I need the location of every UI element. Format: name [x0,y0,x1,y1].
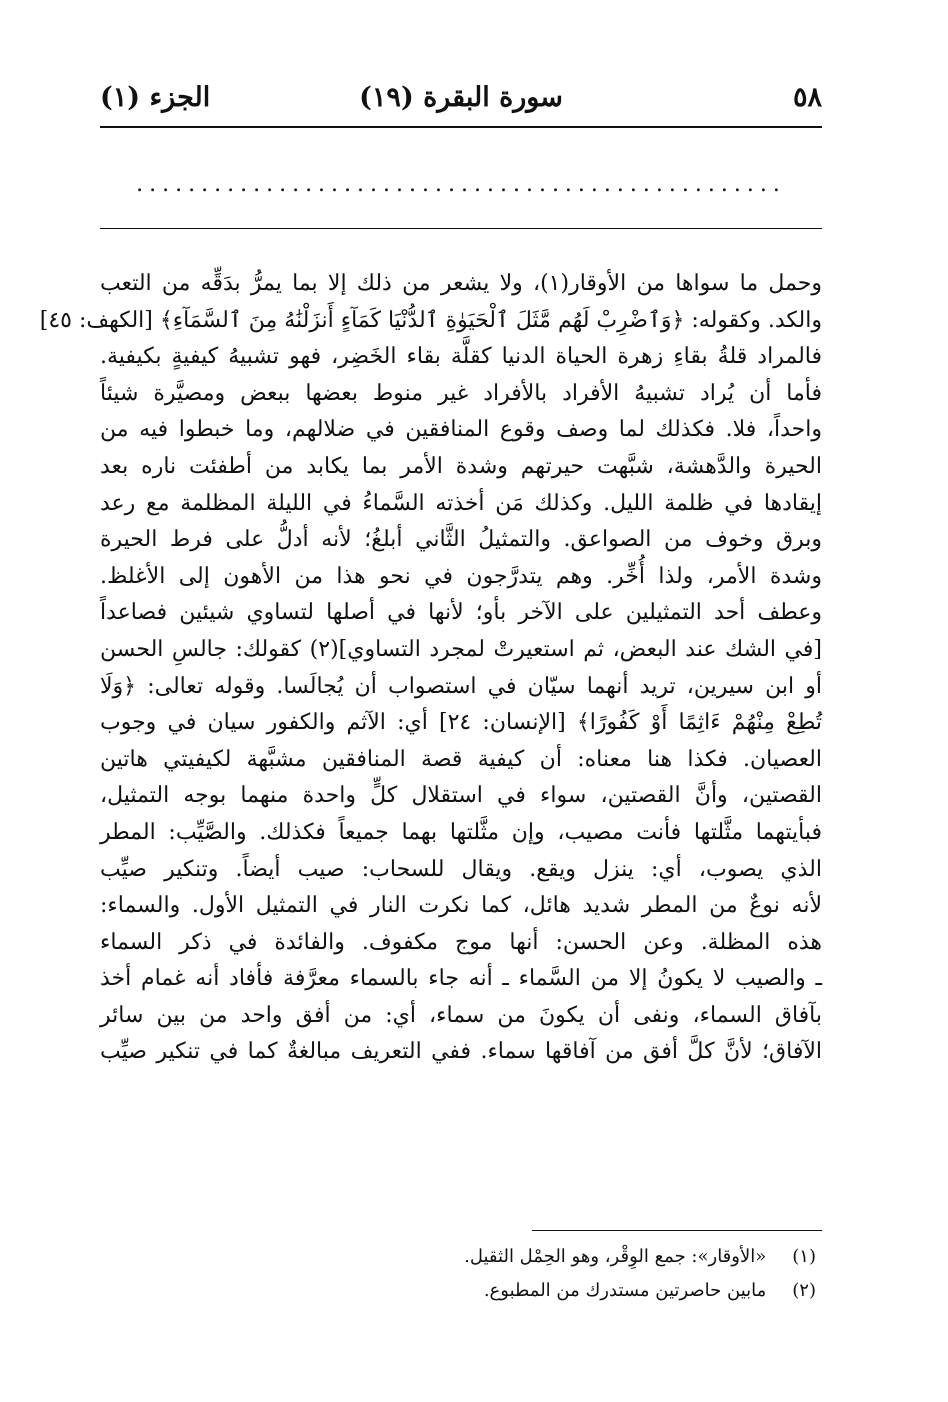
footnote-text: «الأوقار»: جمع الوِقْر، وهو الحِمْل الثقيل. [464,1246,767,1267]
body-line: واحداً، فلا. فكذلك لما وصف وقوع المنافقين في ضلالهم، وما خبطوا فيه من [100,417,822,443]
body-line: وحمل ما سواها من الأوقار(١)، ولا يشعر من ذلك إلا بما يمرُّ بدَقِّه من التعب [100,271,822,296]
footnote-rule [532,1230,822,1231]
body-line: إيقادها في ظلمة الليل. وكذلك مَن أخذته السَّماءُ في الليلة المظلمة مع رعد [100,490,822,516]
footnote-number: (٢) [792,1280,816,1301]
body-line: الحيرة والدَّهشة، شبَّهت حيرتهم وشدة الأمر بما يكابد من أطفئت ناره بعد [100,453,822,479]
body-line: ـ والصيب لا يكونُ إلا من السَّماء ـ أنه جاء بالسماء معرَّفة فأفاد أنه غمام أخذ [100,966,822,992]
page-number: ٥٨ [792,82,822,113]
body-line: هذه المظلة. وعن الحسن: أنها موج مكفوف. والفائدة في ذكر السماء [100,929,822,955]
body-line: فالمراد قلةُ بقاءِ زهرة الحياة الدنيا كقلَّة بقاء الخَضِر، فهو تشبيهُ كيفيةٍ بكيفية. [100,344,822,370]
body-line: فبأيتهما مثَّلتها فأنت مصيب، وإن مثَّلتها بهما جميعاً فكذلك. والصَّيِّب: المطر [100,819,822,845]
body-line: وبرق وخوف من الصواعق. والتمثيلُ الثَّاني أبلغُ؛ لأنه أدلُّ على فرط الحيرة [100,527,822,553]
body-line: لأنه نوعٌ من المطر شديد هائل، كما نكرت النار في التمثيل الأول. والسماء: [100,893,822,919]
footnote [100,1274,822,1308]
header-rule [100,126,822,128]
body-line: الآفاق؛ لأنَّ كلَّ أفق من آفاقها سماء. ففي التعريف مبالغةٌ كما في تنكير صيِّب [100,1039,823,1065]
part-label: الجزء (١) [100,82,211,113]
body-line: وعطف أحد التمثيلين على الآخر بأو؛ لأنها في أصلها لتساوي شيئين فصاعداً [100,600,822,626]
body-line: [في الشك عند البعض، ثم استعيرتْ لمجرد التساوي](٢) كقولك: جالسِ الحسن [100,636,822,662]
footnotes [100,1240,822,1308]
body-text [39,266,823,1071]
footnote [100,1240,822,1274]
body-line: القصتين، وأنَّ القصتين، سواء في استقلال كلٍّ واحدة منهما بوجه التمثيل، [100,783,822,809]
body-line: الذي يصوب، أي: ينزل ويقع. ويقال للسحاب: صيب أيضاً. وتنكير صيِّب [100,856,823,882]
body-line: تُطِعْ مِنْهُمْ ءَاثِمًا أَوْ كَفُورًا﴾ [الإنسان: ٢٤] أي: الآثم والكفور سيان في وجوب [100,710,822,736]
body-line: وشدة الأمر، ولذا أُخِّر. وهم يتدرَّجون في نحو هذا من الأهون إلى الأغلظ. [100,563,822,589]
body-line: والكد. وكقوله: ﴿وَٱضْرِبْ لَهُم مَّثَلَ ٱلْحَيَوٰةِ ٱلدُّنْيَا كَمَآءٍ أَنزَلْنَٰهُ مِنَ ٱلسَّمَآءِ﴾ [الكهف: ٤٥] [39,307,822,333]
footnote-number: (١) [792,1246,816,1267]
body-line: أو ابن سيرين، تريد أنهما سيّان في استصواب أن يُجالَسا. وقوله تعالى: ﴿وَلَا [100,673,822,699]
separator-dots: .................................................. [136,172,786,197]
separator-rule [100,228,822,229]
body-line: العصيان. فكذا هنا معناه: أن كيفية قصة المنافقين مشبَّهة لكيفيتي هاتين [100,746,822,772]
footnote-text: مابين حاصرتين مستدرك من المطبوع. [483,1280,767,1301]
running-title: سورة البقرة (١٩) [359,82,563,113]
body-line: بآفاق السماء، ونفى أن يكونَ من سماء، أي: من أفق واحد من بين سائر [100,1002,822,1028]
page-header [100,76,822,124]
body-line: فأما أن يُراد تشبيهُ الأفراد بالأفراد غير منوط بعضها ببعض ومصيَّرة شيئاً [100,380,822,406]
